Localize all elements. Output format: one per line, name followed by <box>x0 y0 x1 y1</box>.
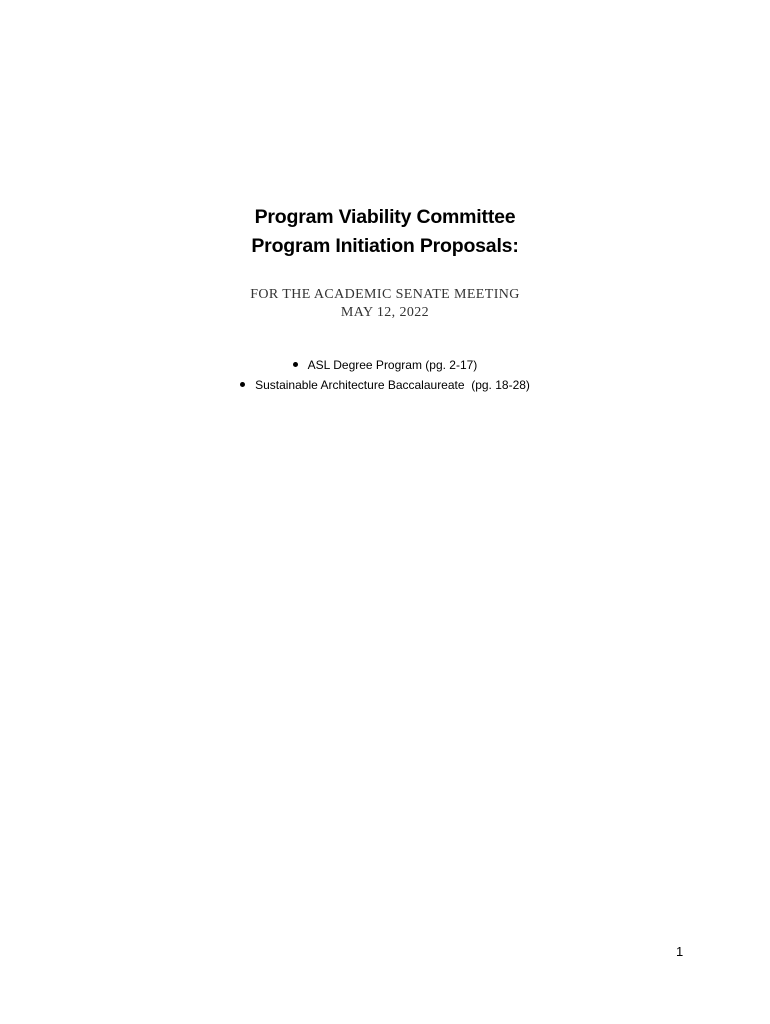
list-item <box>0 355 770 375</box>
bullet-icon <box>240 382 245 387</box>
bullet-icon <box>293 362 298 367</box>
list-item-text: Sustainable Architecture Baccalaureate (pg. 18-28) <box>255 378 530 392</box>
list-item <box>0 375 770 395</box>
document-subtitle <box>0 286 770 322</box>
subtitle-line-2: MAY 12, 2022 <box>340 305 430 320</box>
title-line-2: Program Initiation Proposals: <box>251 235 519 257</box>
subtitle-line-1: FOR THE ACADEMIC SENATE MEETING <box>250 287 520 302</box>
proposal-list <box>0 355 770 395</box>
list-item-text: ASL Degree Program (pg. 2-17) <box>307 358 478 372</box>
document-title <box>0 203 770 261</box>
page-number: 1 <box>676 944 684 959</box>
title-line-1: Program Viability Committee <box>254 206 516 228</box>
